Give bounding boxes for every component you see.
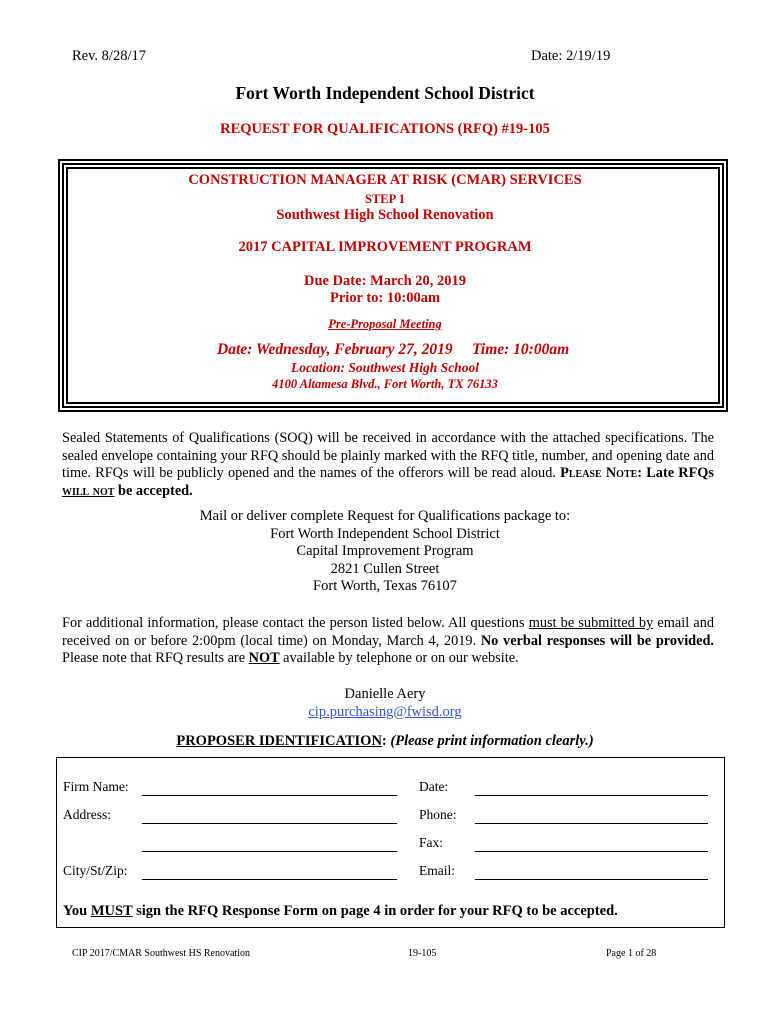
step-label: STEP 1 — [365, 192, 405, 206]
info-text-3: Please note that RFQ results are — [62, 650, 249, 666]
contact-email-link[interactable]: cip.purchasing@fwisd.org — [308, 703, 462, 720]
address-field[interactable] — [142, 823, 397, 824]
email-field[interactable] — [475, 879, 708, 880]
info-text-4: available by telephone or on our website. — [279, 650, 519, 666]
fax-label: Fax: — [419, 835, 444, 850]
phone-label: Phone: — [419, 807, 457, 822]
due-time: Prior to: 10:00am — [329, 290, 441, 306]
footer-rfq-number: 19-105 — [408, 948, 437, 959]
proposer-instruction: (Please print information clearly.) — [390, 733, 594, 749]
info-not: NOT — [248, 650, 280, 666]
proposer-identification-heading — [0, 733, 770, 750]
mailing-instruction: Mail or deliver complete Request for Qualifications package to: — [199, 508, 571, 524]
meeting-address: 4100 Altamesa Blvd., Fort Worth, TX 76133 — [272, 377, 498, 391]
rfq-title: REQUEST FOR QUALIFICATIONS (RFQ) #19-105 — [220, 121, 550, 137]
proposer-colon: : — [381, 733, 391, 749]
info-text-1: For additional information, please contact the person listed below. All questions — [62, 615, 529, 631]
meeting-date: Date: Wednesday, February 27, 2019 — [217, 341, 453, 358]
email-label: Email: — [419, 863, 455, 878]
fax-field[interactable] — [475, 851, 708, 852]
contact-block — [0, 686, 770, 721]
due-date: Due Date: March 20, 2019 — [303, 273, 467, 289]
intro-paragraph — [62, 430, 714, 500]
revision-label: Rev. 8/28/17 — [72, 48, 146, 64]
project-name: Southwest High School Renovation — [276, 207, 494, 223]
meeting-location: Location: Southwest High School — [291, 360, 479, 375]
must-post: sign the RFQ Response Form on page 4 in order for your RFQ to be accepted. — [132, 903, 618, 919]
info-text-2: email and received on or before 2:00pm (local time) on Monday, March 4, 2019. — [62, 615, 714, 649]
service-title: CONSTRUCTION MANAGER AT RISK (CMAR) SERVICES — [188, 172, 582, 188]
signature-requirement — [63, 903, 618, 920]
note-will-not: will not — [62, 482, 115, 499]
preproposal-heading: Pre-Proposal Meeting — [328, 317, 442, 331]
must-emphasis: MUST — [90, 903, 133, 919]
note-pre: Late RFQs — [642, 465, 714, 481]
note-label: Please Note: — [560, 465, 643, 481]
address-label: Address: — [63, 807, 111, 822]
must-pre: You — [63, 903, 91, 919]
info-paragraph — [62, 615, 714, 668]
program-name: 2017 CAPITAL IMPROVEMENT PROGRAM — [238, 239, 532, 255]
intro-text: Sealed Statements of Qualifications (SOQ) will be received in accordance with the attached specifications. The sealed envelope containing your RFQ should be plainly marked with the RFQ title, number, and opening date and time. RFQs will be publicly opened and the names of the offerors will be read aloud. — [62, 430, 714, 481]
phone-field[interactable] — [475, 823, 708, 824]
proposer-heading: PROPOSER IDENTIFICATION — [176, 733, 382, 749]
city-state-zip-field[interactable] — [142, 879, 397, 880]
firm-name-label: Firm Name: — [63, 779, 129, 794]
mailing-line-3: 2821 Cullen Street — [330, 560, 440, 577]
info-must-submit: must be submitted by — [528, 615, 654, 631]
footer-page-number: Page 1 of 28 — [606, 948, 657, 959]
date-label: Date: — [419, 779, 449, 794]
address-line-2-field[interactable] — [142, 851, 397, 852]
info-no-verbal: No verbal responses will be provided. — [480, 632, 714, 649]
mailing-address-block — [0, 508, 770, 596]
contact-name: Danielle Aery — [344, 686, 426, 702]
mailing-line-1: Fort Worth Independent School District — [270, 525, 500, 542]
firm-name-field[interactable] — [142, 795, 397, 796]
footer-project: CIP 2017/CMAR Southwest HS Renovation — [72, 948, 250, 959]
mailing-line-4: Fort Worth, Texas 76107 — [313, 578, 457, 595]
district-title: Fort Worth Independent School District — [235, 83, 535, 103]
city-state-zip-label: City/St/Zip: — [63, 863, 128, 878]
meeting-time: Time: 10:00am — [472, 341, 570, 358]
date-field[interactable] — [475, 795, 708, 796]
mailing-line-2: Capital Improvement Program — [296, 543, 474, 560]
note-post: be accepted. — [114, 482, 193, 499]
document-date: Date: 2/19/19 — [531, 48, 611, 64]
